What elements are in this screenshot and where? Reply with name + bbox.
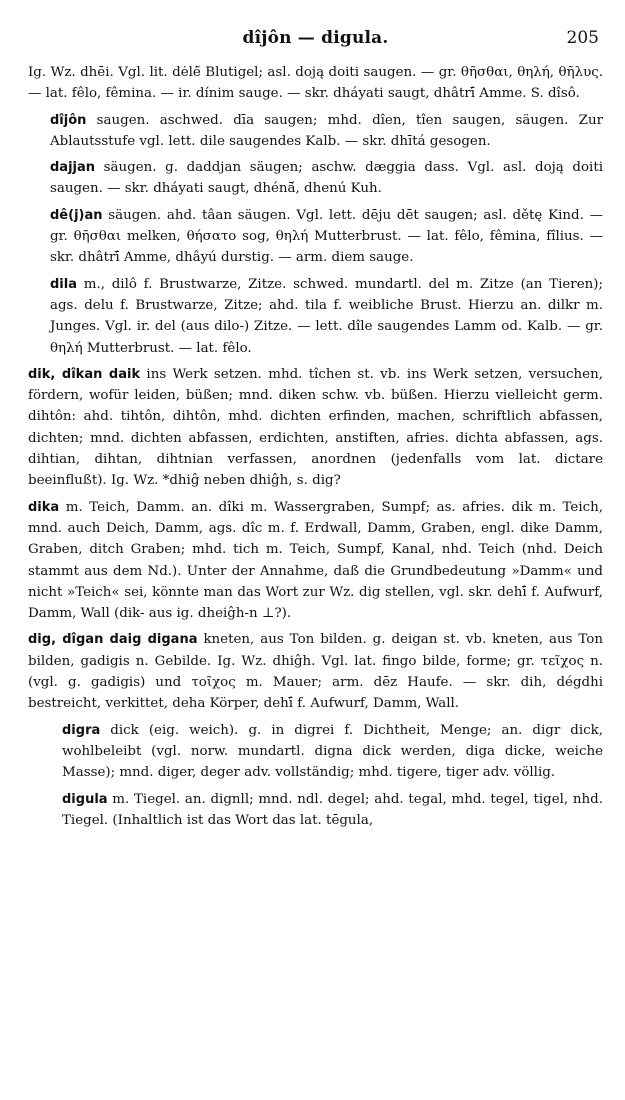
entry-headword: dig, dîgan daig digana <box>28 632 198 648</box>
entry-text: säugen. g. daddjan säugen; aschw. dæggia dass. Vgl. asl. doją doiti saugen. — skr. dháyati saugt, dhénā́, dhenú Kuh. <box>50 160 603 197</box>
running-header <box>28 24 603 52</box>
entry-dila <box>28 274 603 359</box>
entry-headword: dika <box>28 499 60 515</box>
entry-dajjan <box>28 157 603 200</box>
entry-text: saugen. aschwed. dīa saugen; mhd. dîen, tîen saugen, säugen. Zur Ablautsstufe vgl. lett. dile saugendes Kalb. — skr. dhītá gesogen. <box>50 112 603 149</box>
entry-text: ins Werk setzen. mhd. tîchen st. vb. ins Werk setzen, versuchen, fördern, wofür leiden, büßen; mnd. diken schw. vb. büßen. Hierzu vielleicht germ. dihtôn: ahd. tihtôn, dihtôn, mhd. dichten erfinden, machen, schriftlich abfassen, dichten; mnd. dichten abfassen, erdichten, anstiften, afries. dichta abfassen, ags. dihtian, dihtan, dihtnian verfassen, anordnen (jedenfalls vom lat. dictare beeinflußt). Ig. Wz. *dhiĝ neben dhiĝh, s. dig? <box>28 366 603 489</box>
page-number: 205 <box>566 28 599 48</box>
page-title: dîjôn — digula. <box>242 28 389 48</box>
entry-headword: digra <box>62 722 101 738</box>
entry-text: kneten, aus Ton bilden. g. deigan st. vb. kneten, aus Ton bilden, gadigis n. Gebilde. Ig. Wz. dhiĝh. Vgl. lat. fingo bilde, forme; gr. τεῖχος n. (vgl. g. gadigis) und τοῖχος m. Mauer; arm. dēz Haufe. — skr. dih, dégdhi bestreicht, verkittet, deha Körper, dehī́ f. Aufwurf, Damm, Wall. <box>28 632 603 712</box>
entry-digra <box>28 720 603 784</box>
entry-etymology-intro <box>28 62 603 105</box>
entry-headword: dik, dîkan daik <box>28 366 141 382</box>
entry-dejan <box>28 205 603 269</box>
entry-headword: digula <box>62 791 108 807</box>
entry-text: säugen. ahd. tâan säugen. Vgl. lett. dēju dēt saugen; asl. dětę Kind. — gr. θῆσθαι melken, θήσατο sog, θηλή Mutterbrust. — lat. fêlo, fêmina, fîlius. — skr. dhâtrī́ Amme, dhâyú durstig. — arm. diem sauge. <box>50 207 603 266</box>
entry-text: Ig. Wz. dhēi. Vgl. lit. dėlė̃ Blutigel; asl. doją doiti saugen. — gr. θῆσθαι, θηλή, θῆλυς. — lat. fêlo, fêmina. — ir. dínim sauge. — skr. dháyati saugt, dhâtrī́ Amme. S. dîsô. <box>28 65 603 102</box>
entry-digula <box>28 789 603 832</box>
entry-text: dick (eig. weich). g. in digrei f. Dichtheit, Menge; an. digr dick, wohlbeleibt (vgl. norw. mundartl. digna dick werden, diga dicke, weiche Masse); mnd. diger, deger adv. vollständig; mhd. tigere, tiger adv. völlig. <box>62 722 603 781</box>
entry-headword: dajjan <box>50 160 96 176</box>
entry-text: m. Tiegel. an. dignll; mnd. ndl. degel; ahd. tegal, mhd. tegel, tigel, nhd. Tiegel. (Inhaltlich ist das Wort das lat. tēgula, <box>62 791 603 828</box>
entry-dik <box>28 364 603 492</box>
entry-headword: dîjôn <box>50 112 87 128</box>
entry-text: m. Teich, Damm. an. dîki m. Wassergraben, Sumpf; as. afries. dik m. Teich, mnd. auch Deich, Damm, ags. dîc m. f. Erdwall, Damm, Graben, engl. dike Damm, Graben, ditch Graben; mhd. tich m. Teich, Sumpf, Kanal, nhd. Teich (nhd. Deich stammt aus dem Nd.). Unter der Annahme, daß die Grundbedeutung »Damm« und nicht »Teich« sei, könnte man das Wort zur Wz. dig stellen, vgl. skr. dehī́ f. Aufwurf, Damm, Wall (dik- aus ig. dheiĝh-n ⊥?). <box>28 499 603 622</box>
entry-dika <box>28 497 603 625</box>
entry-dijon <box>28 110 603 153</box>
entry-headword: dê(j)an <box>50 207 103 223</box>
entry-dig <box>28 629 603 714</box>
entry-text: m., dilô f. Brustwarze, Zitze. schwed. mundartl. del m. Zitze (an Tieren); ags. delu f. Brustwarze, Zitze; ahd. tila f. weibliche Brust. Hierzu an. dilkr m. Junges. Vgl. ir. del (aus dilo-) Zitze. — lett. dîle saugendes Lamm od. Kalb. — gr. θηλή Mutterbrust. — lat. fêlo. <box>50 276 603 356</box>
entry-headword: dila <box>50 276 77 292</box>
